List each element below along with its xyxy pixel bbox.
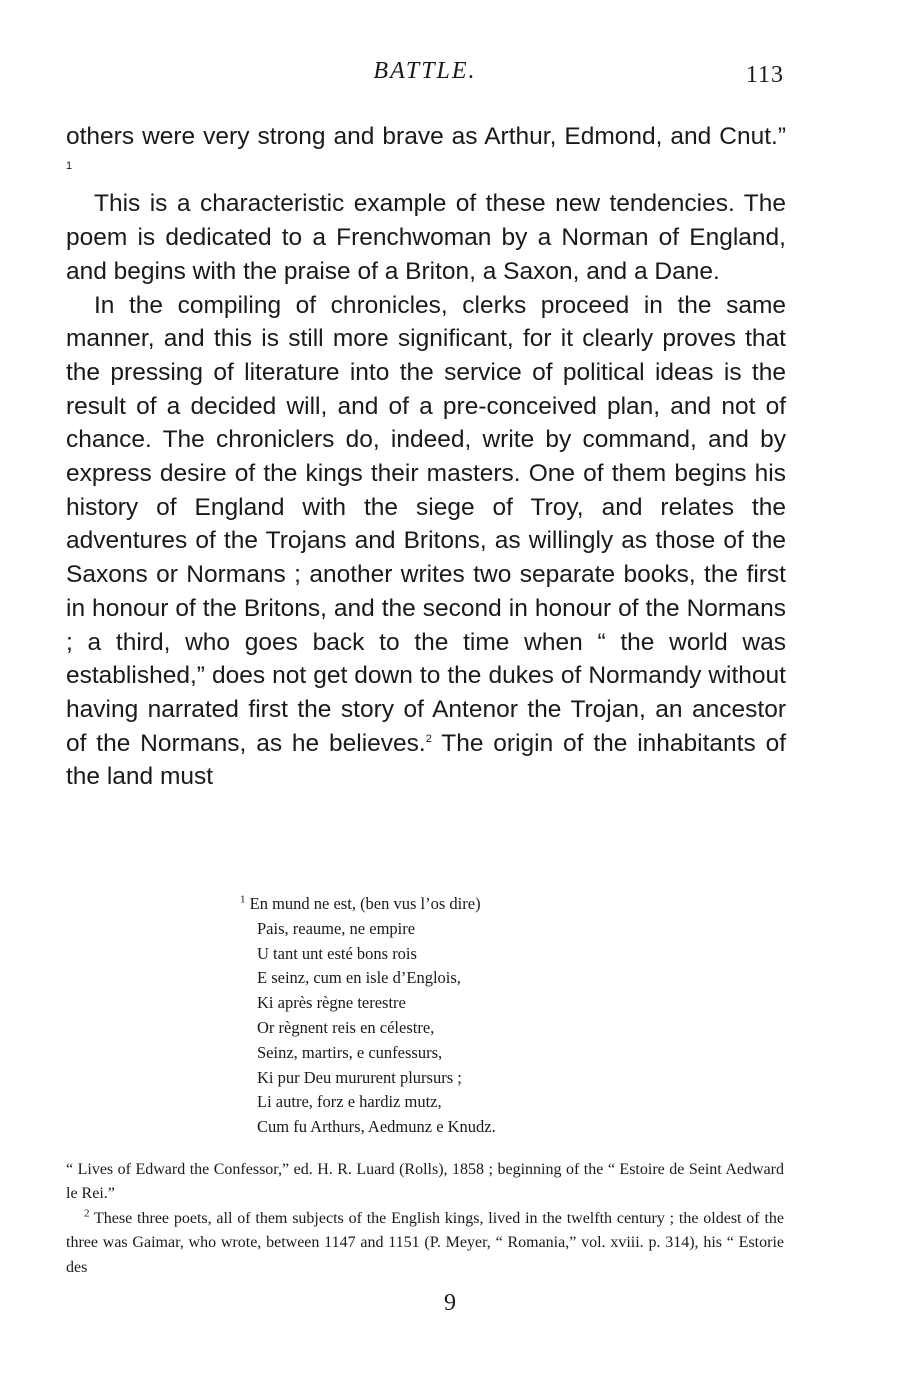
verse-line: E seinz, cum en isle d’Englois, bbox=[257, 968, 461, 988]
running-head bbox=[66, 58, 784, 92]
paragraph-1-text: others were very strong and brave as Arthur, Edmond, and Cnut.” bbox=[66, 123, 786, 150]
printer-signature: 9 bbox=[444, 1290, 456, 1316]
page-number: 113 bbox=[745, 62, 784, 88]
verse-line: U tant unt esté bons rois bbox=[257, 943, 417, 963]
verse-footnote bbox=[240, 892, 640, 1140]
verse-line: Pais, reaume, ne empire bbox=[257, 918, 416, 938]
paragraph-1 bbox=[66, 120, 786, 187]
verse-line: Seinz, martirs, e cunfessurs, bbox=[257, 1042, 443, 1062]
footnote-2-marker: 2 bbox=[84, 1207, 90, 1220]
paragraph-2: This is a characteristic example of these new tendencies. The poem is dedicated to a Frenchwoman by a Norman of England, and begins with the praise of a Briton, a Saxon, and a Dane. bbox=[66, 190, 786, 285]
paragraph-3-text-b: The origin of the inhabitants of the land must bbox=[66, 729, 787, 791]
main-text bbox=[66, 120, 786, 794]
footnote-2 bbox=[66, 1207, 784, 1280]
verse-line: Or règnent reis en célestre, bbox=[257, 1017, 435, 1037]
chapter-title: BATTLE. bbox=[373, 58, 477, 84]
verse-footnote-marker: 1 bbox=[240, 893, 246, 906]
footnote-2-text: These three poets, all of them subjects of the English kings, lived in the twelfth century ; the oldest of the three was Gaimar, who wrote, between 1147 and 1151 (P. Meyer, “ Romania,” vol. xviii. p. 314), his “ Estorie des bbox=[66, 1209, 784, 1276]
verse-line: Li autre, forz e hardiz mutz, bbox=[257, 1092, 442, 1112]
footnote-ref-2: 2 bbox=[425, 732, 432, 745]
verse-line: Ki après règne terestre bbox=[257, 993, 406, 1013]
footnote-ref-1: 1 bbox=[66, 159, 73, 172]
verse-line: $^1$ En mund ne est, (ben vus l’os dire) bbox=[240, 893, 481, 913]
paragraph-3 bbox=[66, 289, 786, 795]
verse-line: Ki pur Deu mururent plursurs ; bbox=[257, 1067, 462, 1087]
footnotes bbox=[66, 1158, 784, 1280]
footnote-1-source: “ Lives of Edward the Confessor,” ed. H. R. Luard (Rolls), 1858 ; beginning of the “ Estoire de Seint Aedward le Rei.” bbox=[66, 1161, 784, 1203]
verse-line: Cum fu Arthurs, Aedmunz e Knudz. bbox=[257, 1117, 496, 1137]
paragraph-3-text-a: In the compiling of chronicles, clerks proceed in the same manner, and this is still more significant, for it clearly proves that the pressing of literature into the service of political ideas is the result of a decided will, and of a pre-conceived plan, and not of chance. The chroniclers do, indeed, write by command, and by express desire of the kings their masters. One of them begins his history of England with the siege of Troy, and relates the adventures of the Trojans and Britons, as willingly as those of the Saxons or Normans ; another writes two separate books, the first in honour of the Britons, and the second in honour of the Normans ; a third, who goes back to the time when “ the world was established,” does not get down to the dukes of Normandy without having narrated first the story of Antenor the Trojan, an ancestor of the Normans, as he believes. bbox=[66, 291, 786, 757]
